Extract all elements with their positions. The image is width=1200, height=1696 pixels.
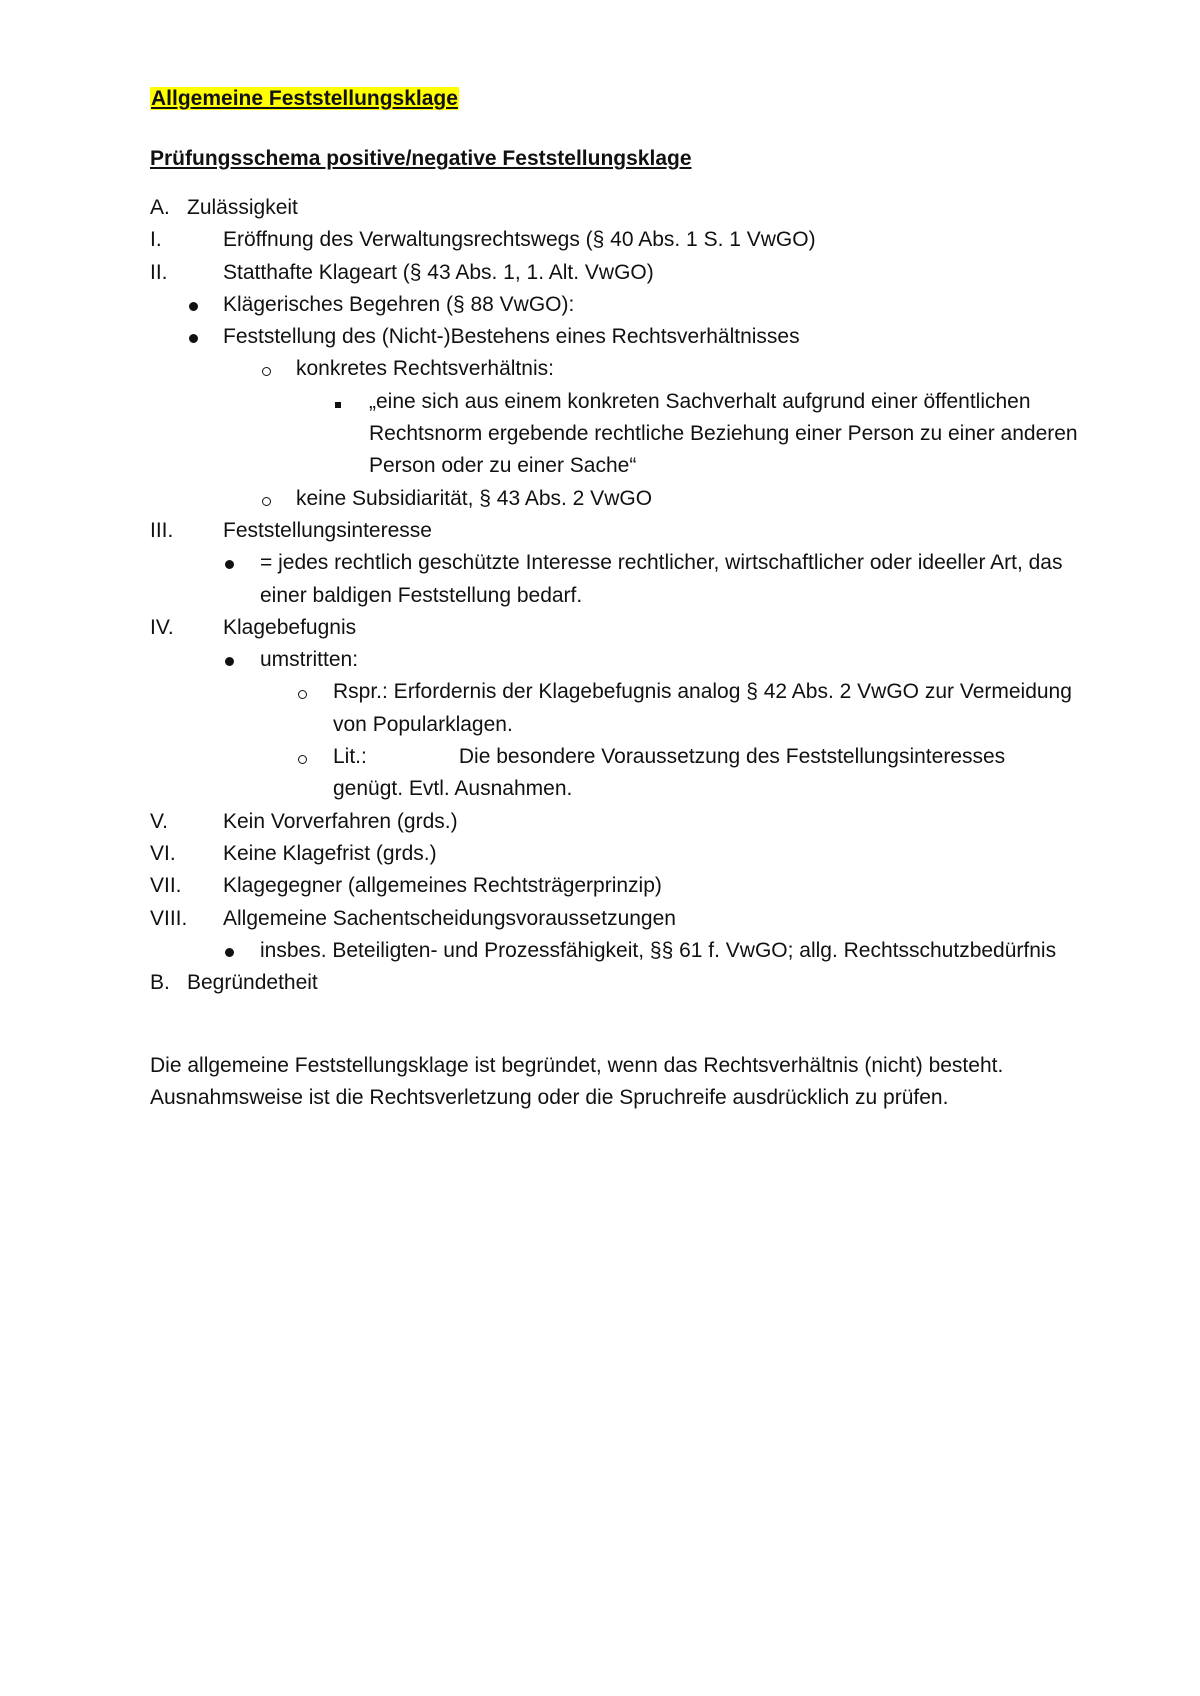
conclusion-line: Die allgemeine Feststellungsklage ist begründet, wenn das Rechtsverhältnis (nicht) besteht.	[150, 1054, 1004, 1077]
bullet-dot-icon	[223, 935, 234, 967]
outline-item-iii	[150, 515, 1080, 547]
bullet-ring-icon	[296, 741, 307, 774]
sub-bullet-text: keine Subsidiarität, § 43 Abs. 2 VwGO	[296, 486, 653, 510]
outline-item-ii	[150, 257, 1080, 289]
bullet-text: Feststellung des (Nicht-)Bestehens eines Rechtsverhältnisses	[223, 325, 800, 349]
sub-bullet-item	[150, 741, 1080, 806]
outline-marker-v: V.	[150, 809, 168, 833]
conclusion-paragraph	[150, 1050, 1100, 1114]
bullet-item	[150, 289, 1080, 321]
outline-marker-ii: II.	[150, 260, 168, 284]
document-title-line	[150, 84, 459, 114]
sub-bullet-text-wrapper	[150, 741, 1080, 806]
sub-bullet-text: Rspr.: Erfordernis der Klagebefugnis analog § 42 Abs. 2 VwGO zur Vermeidung von Popularklagen.	[333, 680, 1072, 736]
outline-label-viii: Allgemeine Sachentscheidungsvoraussetzungen	[223, 906, 676, 930]
outline-marker-i: I.	[150, 228, 162, 252]
outline-label-iii: Feststellungsinteresse	[223, 518, 432, 542]
bullet-text: Klägerisches Begehren (§ 88 VwGO):	[223, 292, 575, 316]
bullet-ring-icon	[260, 483, 271, 516]
bullet-text: = jedes rechtlich geschützte Interesse rechtlicher, wirtschaftlicher oder ideeller Art, das einer baldigen Feststellung bedarf.	[260, 551, 1063, 607]
outline-label-vii: Klagegegner (allgemeines Rechtsträgerprinzip)	[223, 874, 662, 898]
bullet-square-icon	[333, 386, 341, 418]
document-subtitle: Prüfungsschema positive/negative Feststellungsklage	[150, 147, 692, 170]
outline-marker-iv: IV.	[150, 615, 174, 639]
bullet-ring-icon	[260, 353, 271, 386]
outline-item-i	[150, 224, 1080, 256]
bullet-item	[150, 644, 1080, 676]
outline-item-iv	[150, 612, 1080, 644]
bullet-item	[150, 935, 1080, 967]
outline-label-vi: Keine Klagefrist (grds.)	[223, 841, 437, 865]
outline-item-a	[150, 192, 1080, 224]
sub-bullet-item	[150, 483, 1080, 515]
bullet-dot-icon	[187, 321, 198, 353]
outline-marker-vi: VI.	[150, 841, 176, 865]
outline-item-viii	[150, 903, 1080, 935]
outline-marker-vii: VII.	[150, 874, 182, 898]
outline	[150, 192, 1080, 999]
bullet-ring-icon	[296, 676, 307, 709]
outline-label-b: Begründetheit	[187, 971, 318, 995]
outline-label-iv: Klagebefugnis	[223, 615, 357, 639]
outline-label-a: Zulässigkeit	[187, 196, 298, 219]
bullet-item	[150, 547, 1080, 612]
bullet-text: insbes. Beteiligten- und Prozessfähigkeit, §§ 61 f. VwGO; allg. Rechtsschutzbedürfnis	[260, 938, 1057, 962]
outline-marker-viii: VIII.	[150, 906, 188, 930]
bullet-item	[150, 321, 1080, 353]
outline-label-i: Eröffnung des Verwaltungsrechtswegs (§ 40 Abs. 1 S. 1 VwGO)	[223, 228, 816, 252]
outline-label-v: Kein Vorverfahren (grds.)	[223, 809, 458, 833]
outline-marker-iii: III.	[150, 518, 174, 542]
outline-item-vi	[150, 838, 1080, 870]
outline-marker-b: B.	[150, 971, 170, 995]
bullet-dot-icon	[187, 289, 198, 321]
bullet-dot-icon	[223, 547, 234, 579]
outline-item-vii	[150, 870, 1080, 902]
bullet-dot-icon	[223, 644, 234, 676]
definition-quote: „eine sich aus einem konkreten Sachverhalt aufgrund einer öffentlichen Rechtsnorm ergebende rechtliche Beziehung einer Person zu einer anderen Person oder zu einer Sache“	[369, 389, 1078, 478]
outline-marker-a: A.	[150, 196, 170, 219]
bullet-text: umstritten:	[260, 648, 359, 672]
sub-bullet-item	[150, 676, 1080, 741]
sub-bullet-text: Die besondere Voraussetzung des Feststellungsinteresses genügt. Evtl. Ausnahmen.	[333, 745, 1006, 801]
conclusion-line: Ausnahmsweise ist die Rechtsverletzung oder die Spruchreife ausdrücklich zu prüfen.	[150, 1086, 949, 1109]
sub-bullet-item	[150, 353, 1080, 385]
sub-sub-bullet-item	[150, 386, 1080, 483]
outline-item-b	[150, 967, 1080, 999]
sub-bullet-text: konkretes Rechtsverhältnis:	[296, 357, 554, 381]
outline-item-v	[150, 806, 1080, 838]
sub-bullet-lead: Lit.:	[333, 745, 367, 769]
document-title: Allgemeine Feststellungsklage	[151, 87, 458, 110]
outline-label-ii: Statthafte Klageart (§ 43 Abs. 1, 1. Alt. VwGO)	[223, 260, 654, 284]
